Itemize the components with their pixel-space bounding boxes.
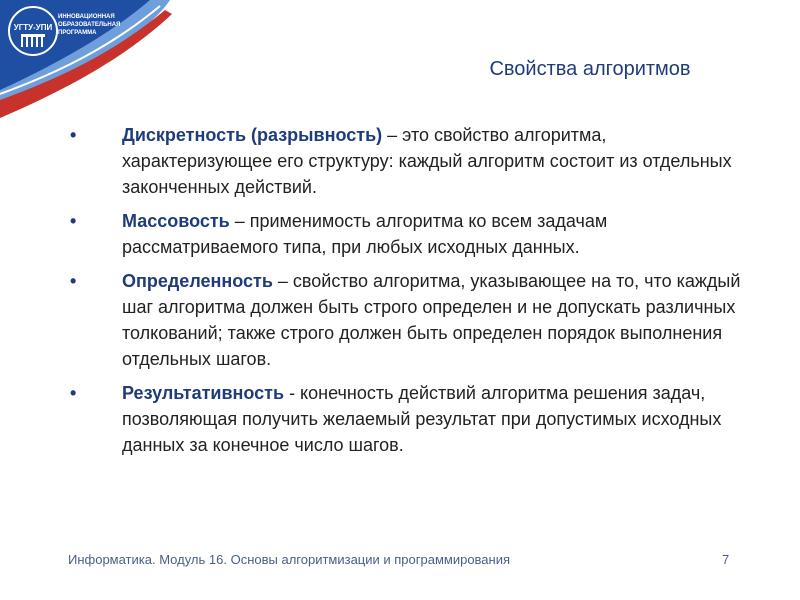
logo-caption bbox=[58, 13, 168, 37]
term-massiveness: Массовость bbox=[122, 211, 230, 231]
term-definiteness: Определенность bbox=[122, 271, 273, 291]
logo-caption-line: ПРОГРАММА bbox=[58, 30, 97, 36]
slide-title: Свойства алгоритмов bbox=[489, 58, 691, 80]
bullet-icon: • bbox=[70, 125, 77, 145]
definition-effectiveness: - конечность действий алгоритма решения задач, позволяющая получить желаемый результат при допустимых исходных данных за конечное число шагов. bbox=[122, 383, 722, 455]
list-item-discreteness bbox=[70, 122, 742, 200]
term-discreteness: Дискретность (разрывность) bbox=[122, 125, 383, 145]
footer-course-title: Информатика. Модуль 16. Основы алгоритмизации и программирования bbox=[68, 552, 511, 567]
logo-caption-line: ИННОВАЦИОННАЯ bbox=[58, 14, 115, 20]
building-icon bbox=[21, 34, 45, 47]
list-item-effectiveness bbox=[70, 380, 742, 458]
logo-caption-line: ОБРАЗОВАТЕЛЬНАЯ bbox=[58, 22, 121, 28]
definition-discreteness: – это свойство алгоритма, характеризующее его структуру: каждый алгоритм состоит из отдельных законченных действий. bbox=[122, 125, 732, 197]
page-number: 7 bbox=[722, 552, 730, 567]
term-effectiveness: Результативность bbox=[122, 383, 285, 403]
bullet-icon: • bbox=[70, 383, 77, 403]
list-item-definiteness bbox=[70, 268, 742, 372]
bullet-icon: • bbox=[70, 271, 77, 291]
university-emblem bbox=[8, 6, 58, 56]
bullet-icon: • bbox=[70, 211, 77, 231]
list-item-massiveness bbox=[70, 208, 742, 260]
emblem-text: УГТУ-УПИ bbox=[13, 23, 53, 32]
definition-definiteness: – свойство алгоритма, указывающее на то, что каждый шаг алгоритма должен быть строго определен и не допускать различных толкований; также строго должен быть определен порядок выполнения отдельных шагов. bbox=[122, 271, 741, 369]
definition-massiveness: – применимость алгоритма ко всем задачам рассматриваемого типа, при любых исходных данных. bbox=[122, 211, 608, 257]
university-logo bbox=[8, 6, 168, 62]
properties-list bbox=[70, 122, 742, 466]
